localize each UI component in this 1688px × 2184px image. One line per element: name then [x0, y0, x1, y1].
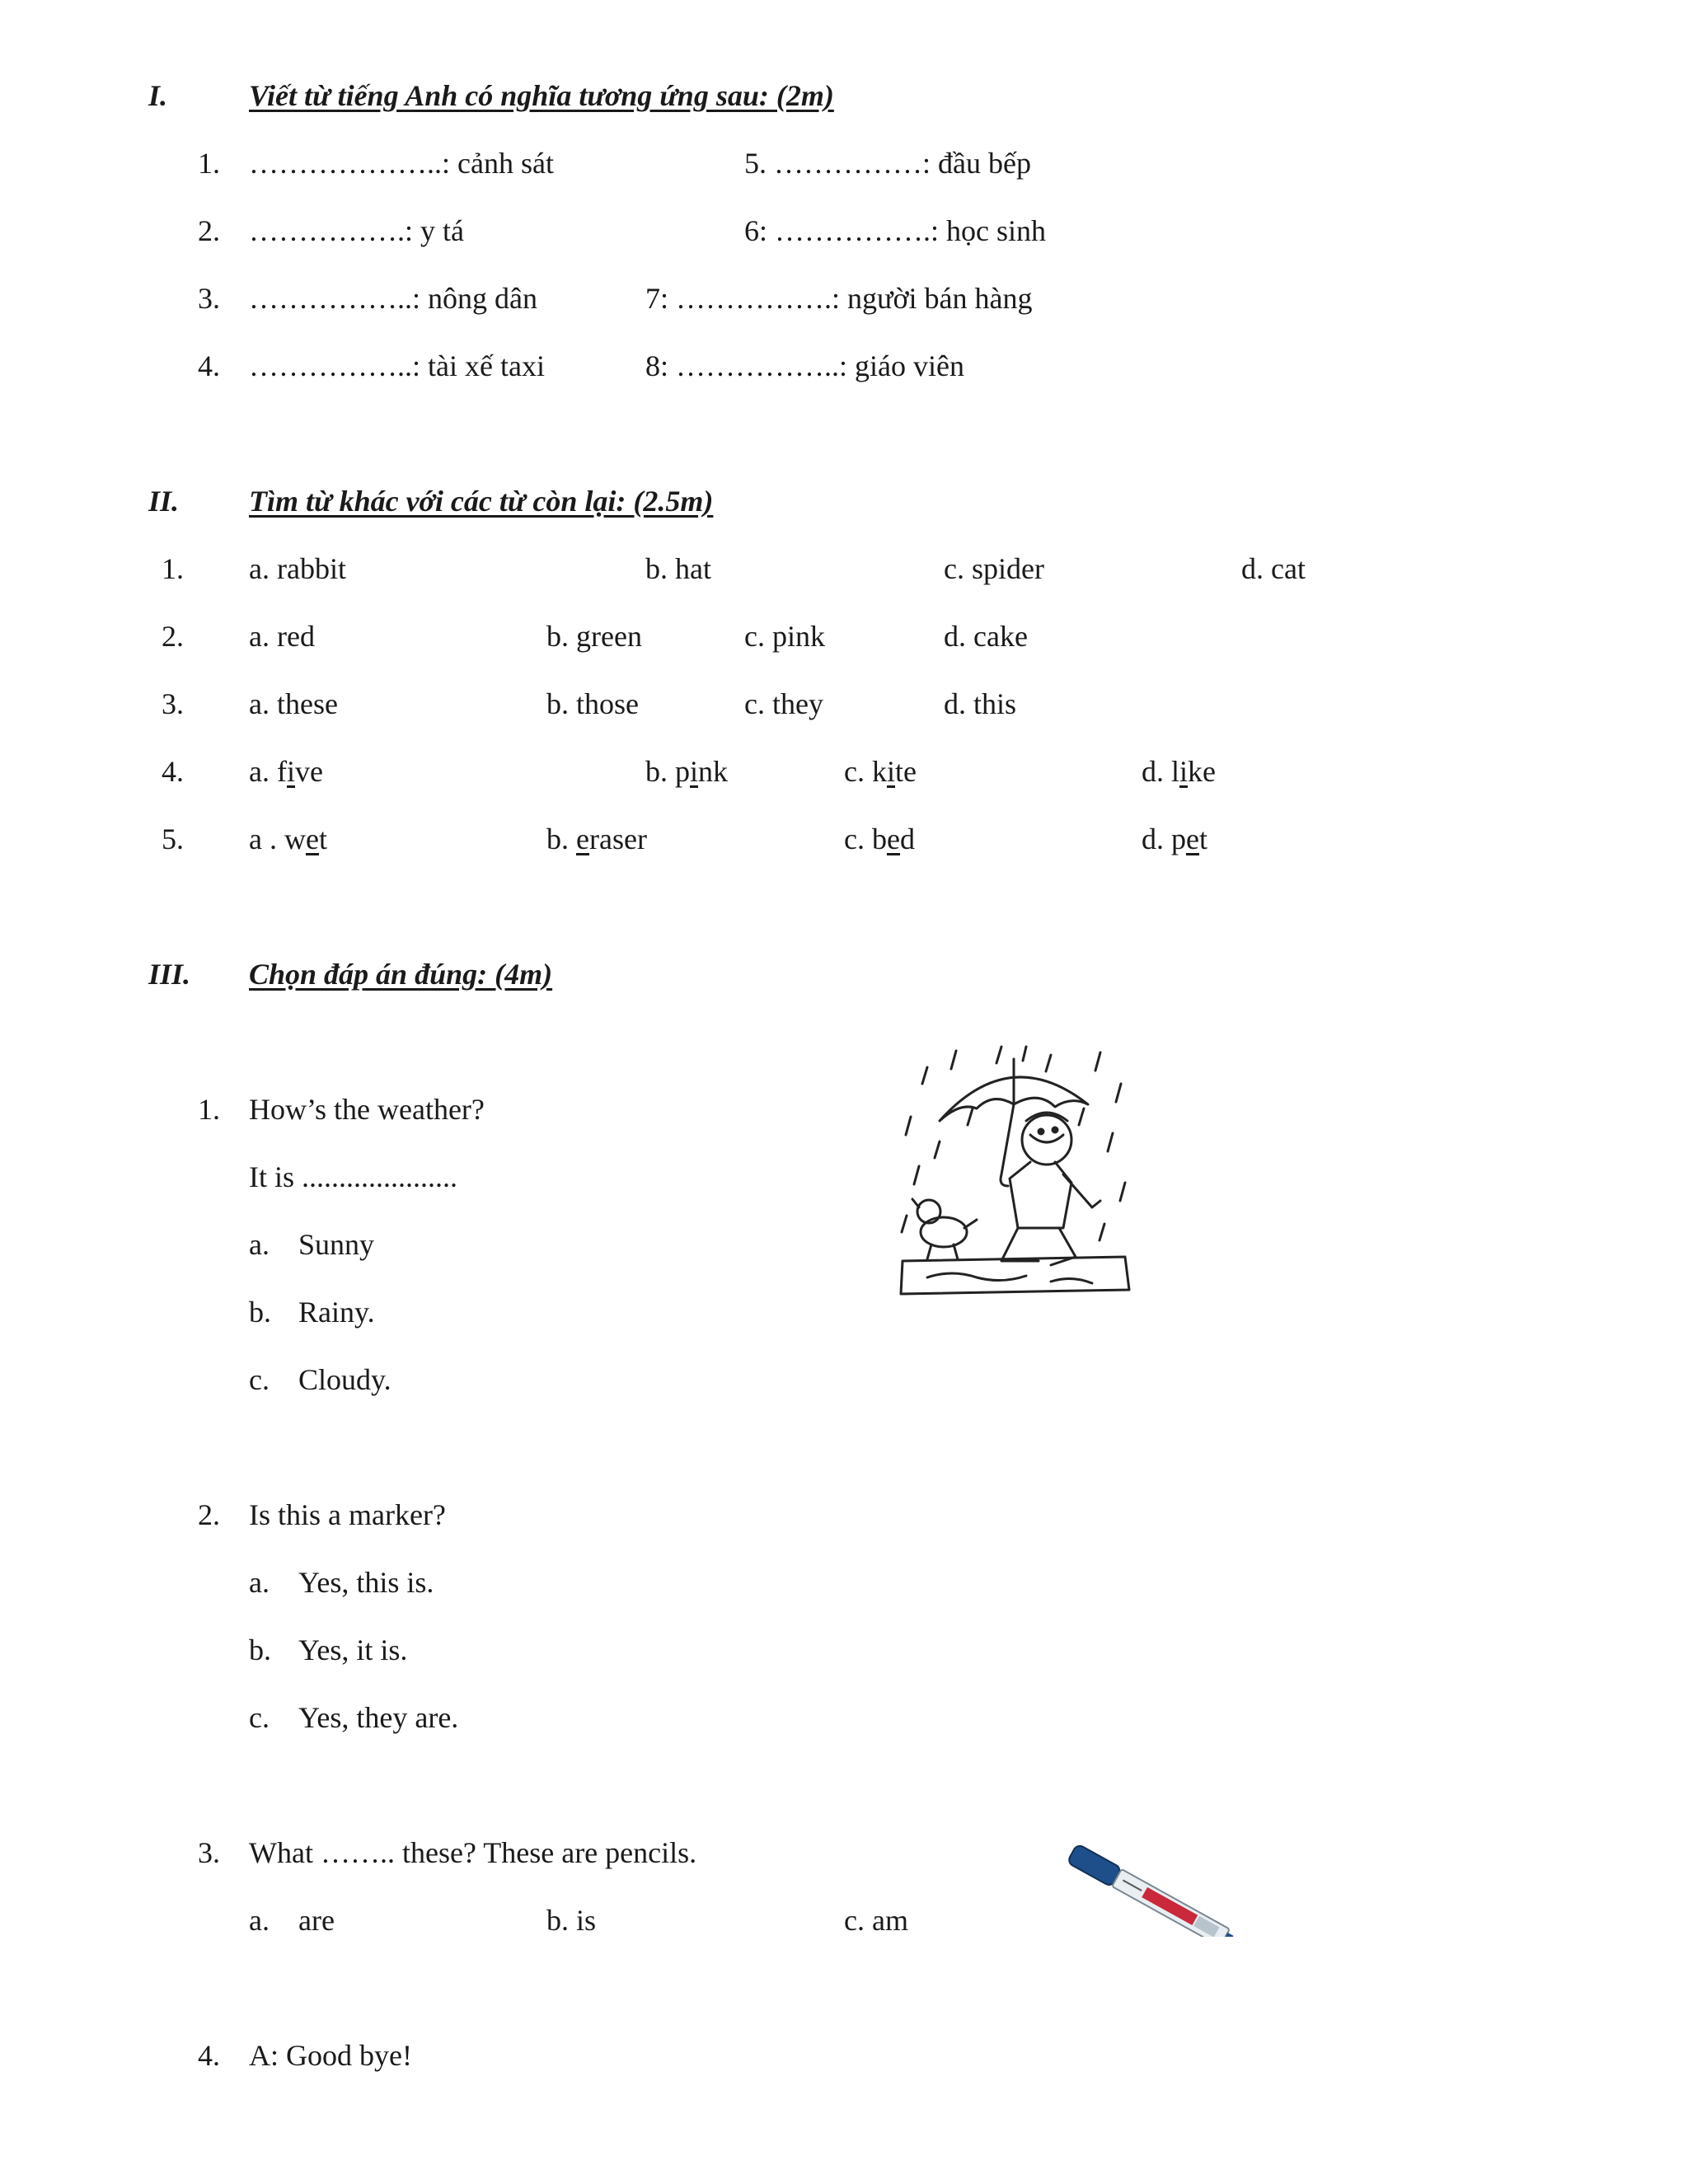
- s1-item-1-number: 1.: [198, 147, 220, 180]
- s1-item-6-text: 6: …………….: học sinh: [744, 214, 1046, 247]
- q1-question: How’s the weather?: [249, 1093, 485, 1126]
- q1-prompt: It is .....................: [249, 1160, 458, 1193]
- s2-row-5-option-a: a . wet: [249, 823, 327, 855]
- q2-option-c-letter: c.: [249, 1701, 270, 1734]
- q2-option-b-letter: b.: [249, 1633, 271, 1666]
- q1-option-b-letter: b.: [249, 1296, 271, 1329]
- s1-item-2-text: …………….: y tá: [249, 214, 464, 247]
- s2-row-3-option-b: b. those: [546, 687, 639, 720]
- s2-row-2-option-d: d. cake: [944, 620, 1028, 653]
- s1-item-3-text: ……………..: nông dân: [249, 282, 537, 315]
- q2-question: Is this a marker?: [249, 1498, 446, 1531]
- s2-row-3-number: 3.: [162, 687, 184, 720]
- s2-row-1-option-c: c. spider: [944, 552, 1044, 585]
- marker-pen-illustration: [1067, 1834, 1240, 1937]
- s1-item-2-number: 2.: [198, 214, 220, 247]
- q3-number: 3.: [198, 1836, 220, 1869]
- s2-row-3-option-c: c. they: [744, 687, 823, 720]
- s2-row-4-option-b: b. pink: [645, 755, 729, 788]
- q1-option-c-text: Cloudy.: [298, 1363, 392, 1396]
- q1-option-a-text: Sunny: [298, 1228, 375, 1261]
- s1-item-4-number: 4.: [198, 349, 220, 382]
- s2-row-2-option-a: a. red: [249, 620, 315, 653]
- s1-item-3-number: 3.: [198, 282, 220, 315]
- s1-item-7-text: 7: …………….: người bán hàng: [645, 282, 1033, 315]
- s2-row-4-option-c: c. kite: [844, 755, 917, 788]
- q2-option-a-letter: a.: [249, 1566, 270, 1599]
- q2-option-b-text: Yes, it is.: [298, 1633, 408, 1666]
- q2-option-a-text: Yes, this is.: [298, 1566, 434, 1599]
- s2-row-4-number: 4.: [162, 755, 184, 788]
- q3-option-b-text: b. is: [546, 1904, 597, 1937]
- s2-row-1-option-b: b. hat: [645, 552, 711, 585]
- s2-row-5-option-b: b. eraser: [546, 823, 647, 855]
- q3-question: What …….. these? These are pencils.: [249, 1836, 697, 1869]
- rainy-weather-illustration: [894, 1043, 1142, 1298]
- s2-row-3-option-a: a. these: [249, 687, 338, 720]
- section-1-title: Viết từ tiếng Anh có nghĩa tương ứng sau: (2m): [249, 79, 834, 112]
- s1-item-8-text: 8: ……………..: giáo viên: [645, 349, 964, 382]
- s2-row-1-option-a: a. rabbit: [249, 552, 346, 585]
- q3-option-a-text: are: [298, 1904, 335, 1937]
- q2-option-c-text: Yes, they are.: [298, 1701, 459, 1734]
- q1-option-c-letter: c.: [249, 1363, 270, 1396]
- s2-row-1-number: 1.: [162, 552, 184, 585]
- section-3-title: Chọn đáp án đúng: (4m): [249, 958, 553, 991]
- s2-row-4-option-d: d. like: [1142, 755, 1217, 788]
- s2-row-5-option-c: c. bed: [844, 823, 915, 855]
- s2-row-5-number: 5.: [162, 823, 184, 855]
- s2-row-1-option-d: d. cat: [1241, 552, 1306, 585]
- s1-item-4-text: ……………..: tài xế taxi: [249, 349, 545, 382]
- s1-item-1-text: ………………..: cảnh sát: [249, 147, 554, 180]
- s2-row-4-option-a: a. five: [249, 755, 323, 788]
- q3-option-c-text: c. am: [844, 1904, 908, 1937]
- q1-number: 1.: [198, 1093, 220, 1126]
- section-3-number: III.: [148, 958, 191, 991]
- s2-row-2-number: 2.: [162, 620, 184, 653]
- s2-row-3-option-d: d. this: [944, 687, 1017, 720]
- q4-number: 4.: [198, 2039, 220, 2072]
- q1-option-b-text: Rainy.: [298, 1296, 375, 1329]
- s1-item-5-text: 5. ……………: đầu bếp: [744, 147, 1031, 180]
- s2-row-2-option-c: c. pink: [744, 620, 825, 653]
- s2-row-5-option-d: d. pet: [1142, 823, 1207, 855]
- section-2-number: II.: [148, 485, 180, 518]
- q4-question: A: Good bye!: [249, 2039, 412, 2072]
- s2-row-2-option-b: b. green: [546, 620, 642, 653]
- q1-option-a-letter: a.: [249, 1228, 270, 1261]
- q2-number: 2.: [198, 1498, 220, 1531]
- section-2-title: Tìm từ khác với các từ còn lại: (2.5m): [249, 485, 714, 518]
- q3-option-a-letter: a.: [249, 1904, 270, 1937]
- section-1-number: I.: [148, 79, 168, 112]
